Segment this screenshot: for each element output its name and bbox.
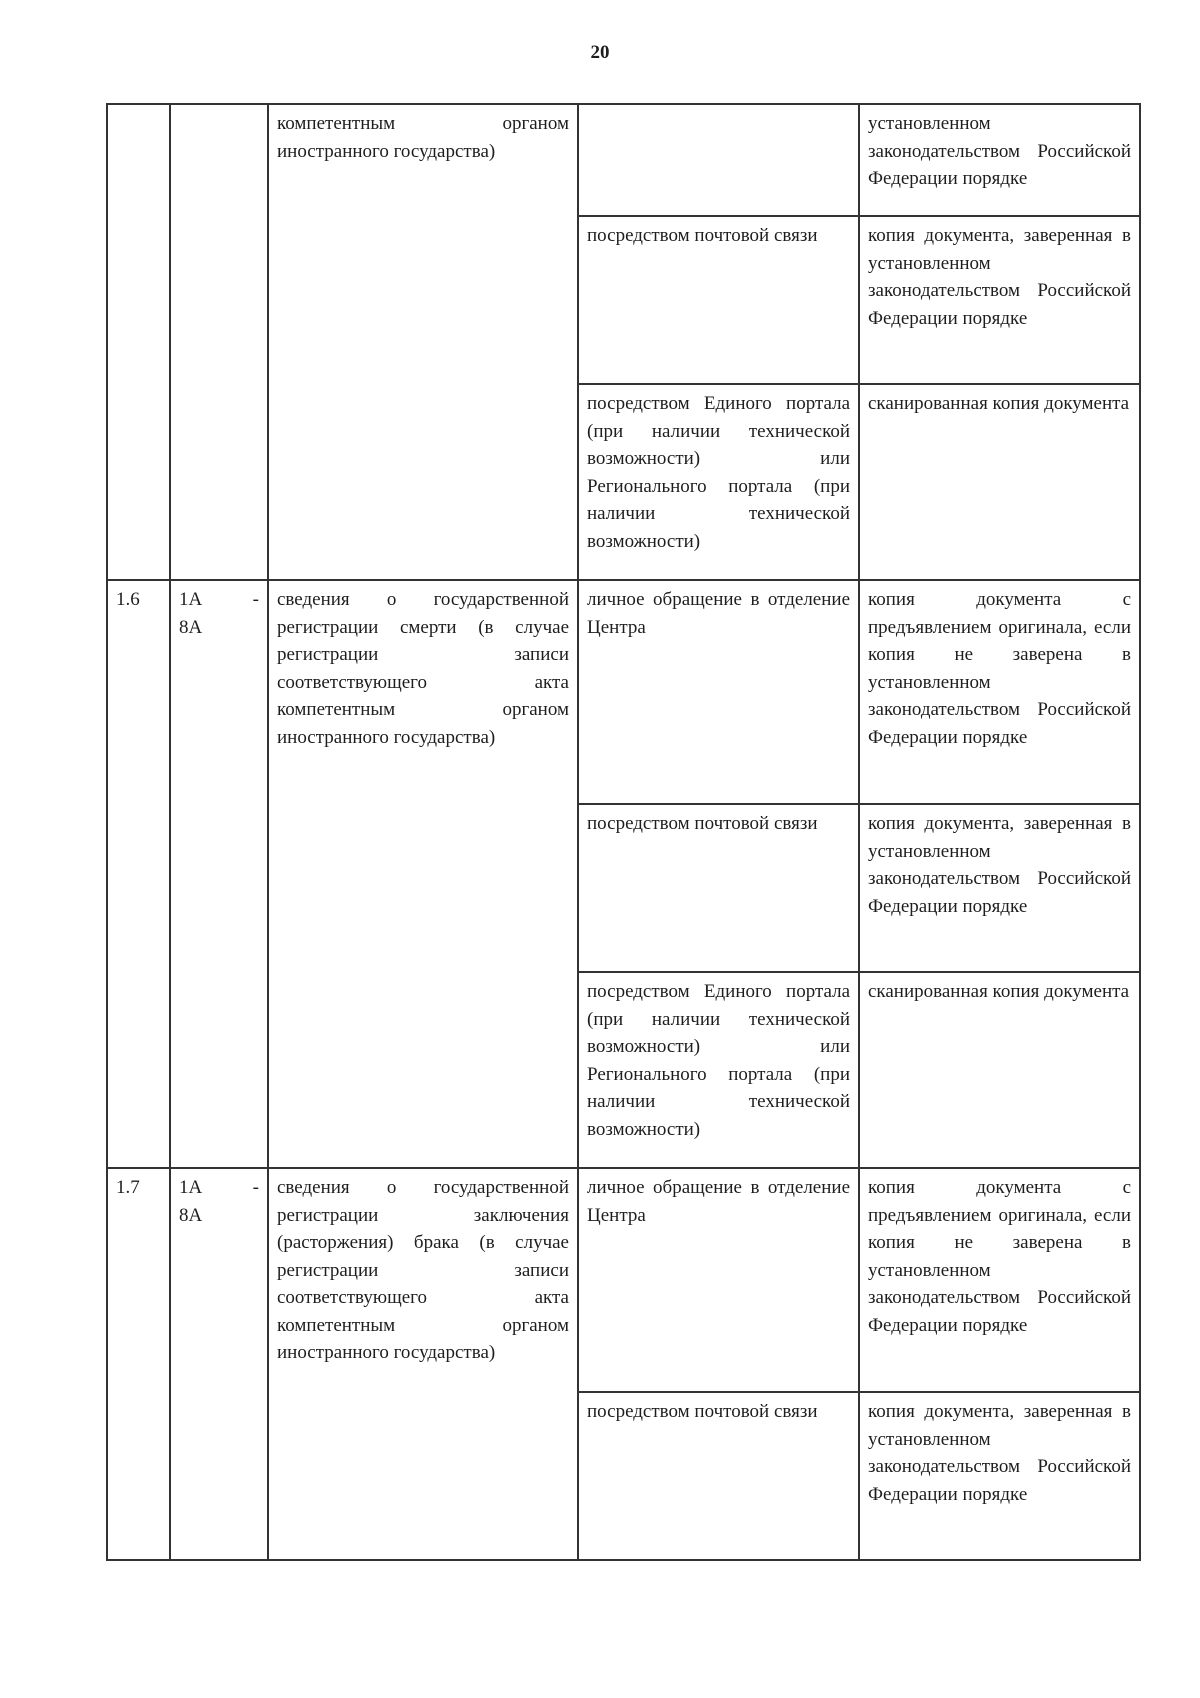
code-dash: - [252, 1177, 259, 1198]
table-row [107, 580, 1140, 804]
row-code [170, 1168, 268, 1560]
document-format: копия документа, заверенная в установленном законодательством Российской Федерации порядке [859, 804, 1140, 972]
code-end: 8А [179, 616, 203, 638]
code-start: 1А [179, 1177, 203, 1198]
submission-method: посредством Единого портала (при наличии технической возможности) или Регионального портала (при наличии технической возможности) [578, 384, 859, 580]
document-description: сведения о государственной регистрации заключения (расторжения) брака (в случае регистрации записи соответствующего акта компетентным органом иностранного государства) [268, 1168, 578, 1560]
document-format: копия документа с предъявлением оригинала, если копия не заверена в установленном законодательством Российской Федерации порядке [859, 1168, 1140, 1392]
code-dash: - [252, 589, 259, 610]
submission-method: посредством почтовой связи [578, 1392, 859, 1560]
submission-method: личное обращение в отделение Центра [578, 580, 859, 804]
document-format: копия документа, заверенная в установленном законодательством Российской Федерации порядке [859, 216, 1140, 384]
code-start: 1А [179, 589, 203, 610]
documents-table [106, 103, 1141, 1561]
document-format: сканированная копия документа [859, 384, 1140, 580]
document-description: сведения о государственной регистрации смерти (в случае регистрации записи соответствующего акта компетентным органом иностранного государства) [268, 580, 578, 1168]
row-number: 1.6 [107, 580, 170, 1168]
submission-method: посредством почтовой связи [578, 216, 859, 384]
document-format: установленном законодательством Российской Федерации порядке [859, 104, 1140, 216]
document-format: копия документа с предъявлением оригинала, если копия не заверена в установленном законодательством Российской Федерации порядке [859, 580, 1140, 804]
table-row [107, 104, 1140, 216]
document-format: сканированная копия документа [859, 972, 1140, 1168]
page-number: 20 [590, 42, 610, 63]
row-code [170, 580, 268, 1168]
document-format: копия документа, заверенная в установленном законодательством Российской Федерации порядке [859, 1392, 1140, 1560]
code-end: 8А [179, 1204, 203, 1226]
submission-method: личное обращение в отделение Центра [578, 1168, 859, 1392]
submission-method: посредством почтовой связи [578, 804, 859, 972]
submission-method [578, 104, 859, 216]
document-description: компетентным органом иностранного государства) [268, 104, 578, 580]
row-number-cell [107, 104, 170, 580]
submission-method: посредством Единого портала (при наличии технической возможности) или Регионального портала (при наличии технической возможности) [578, 972, 859, 1168]
table-row [107, 1168, 1140, 1392]
row-number: 1.7 [107, 1168, 170, 1560]
row-code-cell [170, 104, 268, 580]
